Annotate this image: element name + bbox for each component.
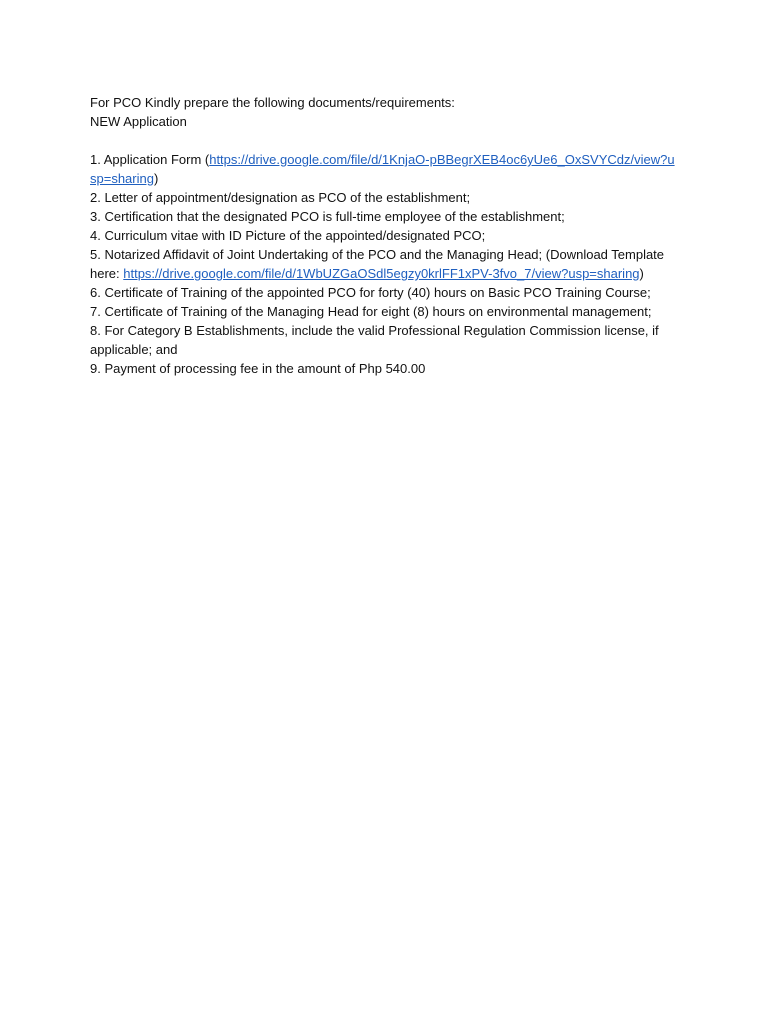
document-body xyxy=(90,93,680,378)
item-1-suffix: ) xyxy=(153,171,159,186)
requirement-item-8: 8. For Category B Establishments, include the valid Professional Regulation Commission license, if applicable; and xyxy=(90,323,659,357)
requirement-item-5 xyxy=(90,245,680,283)
blank-line xyxy=(90,131,680,150)
requirement-item-7: 7. Certificate of Training of the Managing Head for eight (8) hours on environmental management; xyxy=(90,304,652,319)
item-5-suffix: ) xyxy=(639,266,644,281)
requirement-item-2: 2. Letter of appointment/designation as PCO of the establishment; xyxy=(90,190,471,205)
item-1-prefix: 1. Application Form ( xyxy=(90,152,210,167)
affidavit-template-link[interactable]: https://drive.google.com/file/d/1WbUZGaOSdl5egzy0krlFF1xPV-3fvo_7/view?usp=sharing xyxy=(123,266,640,281)
requirement-item-4: 4. Curriculum vitae with ID Picture of the appointed/designated PCO; xyxy=(90,228,486,243)
requirement-item-9: 9. Payment of processing fee in the amount of Php 540.00 xyxy=(90,361,426,376)
item-5-prefix: 5. Notarized Affidavit of Joint Undertaking of the PCO and the Managing Head; (Download Template here: xyxy=(90,247,665,281)
requirement-item-1 xyxy=(90,150,680,188)
subheading: NEW Application xyxy=(90,114,187,129)
intro-text: For PCO Kindly prepare the following documents/requirements: xyxy=(90,95,455,110)
requirement-item-3: 3. Certification that the designated PCO is full-time employee of the establishment; xyxy=(90,209,565,224)
application-form-link[interactable]: https://drive.google.com/file/d/1KnjaO-pBBegrXEB4oc6yUe6_OxSVYCdz/view?usp=sharing xyxy=(90,152,675,186)
requirement-item-6: 6. Certificate of Training of the appointed PCO for forty (40) hours on Basic PCO Training Course; xyxy=(90,285,651,300)
